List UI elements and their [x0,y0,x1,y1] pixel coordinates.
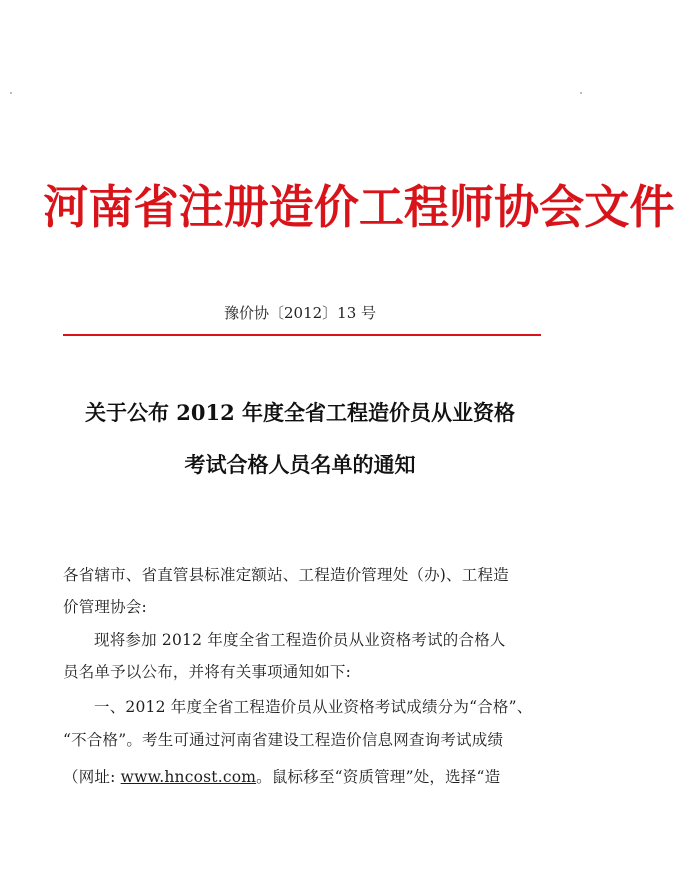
addressee-line-1: 各省辖市、省直管县标准定额站、工程造价管理处（办)、工程造 [63,566,509,584]
paragraph-1-line-1: 现将参加 2012 年度全省工程造价员从业资格考试的合格人 [94,631,506,649]
scan-speck [10,92,12,94]
subject-title-line-2: 考试合格人员名单的通知 [184,452,416,477]
paragraph-2-line-3-suffix: 。鼠标移至“资质管理”处，选择“造 [256,768,501,786]
document-header-title: 河南省注册造价工程师协会文件 [43,180,674,234]
website-link[interactable]: www.hncost.com [120,768,257,786]
document-number: 豫价协〔2012〕13 号 [223,304,377,322]
paragraph-2-line-3 [63,765,543,787]
paragraph-1-line-2: 员名单予以公布，并将有关事项通知如下: [63,663,352,681]
addressee-line-2: 价管理协会: [63,598,147,616]
paragraph-2-line-3-prefix: （网址: [63,768,121,786]
paragraph-2-line-1: 一、2012 年度全省工程造价员从业资格考试成绩分为“合格”、 [94,698,533,716]
subject-title-line-1: 关于公布 2012 年度全省工程造价员从业资格 [84,400,516,425]
scan-speck [580,92,582,94]
red-divider-line [63,334,541,336]
paragraph-2-line-2: “不合格”。考生可通过河南省建设工程造价信息网查询考试成绩 [63,731,504,749]
